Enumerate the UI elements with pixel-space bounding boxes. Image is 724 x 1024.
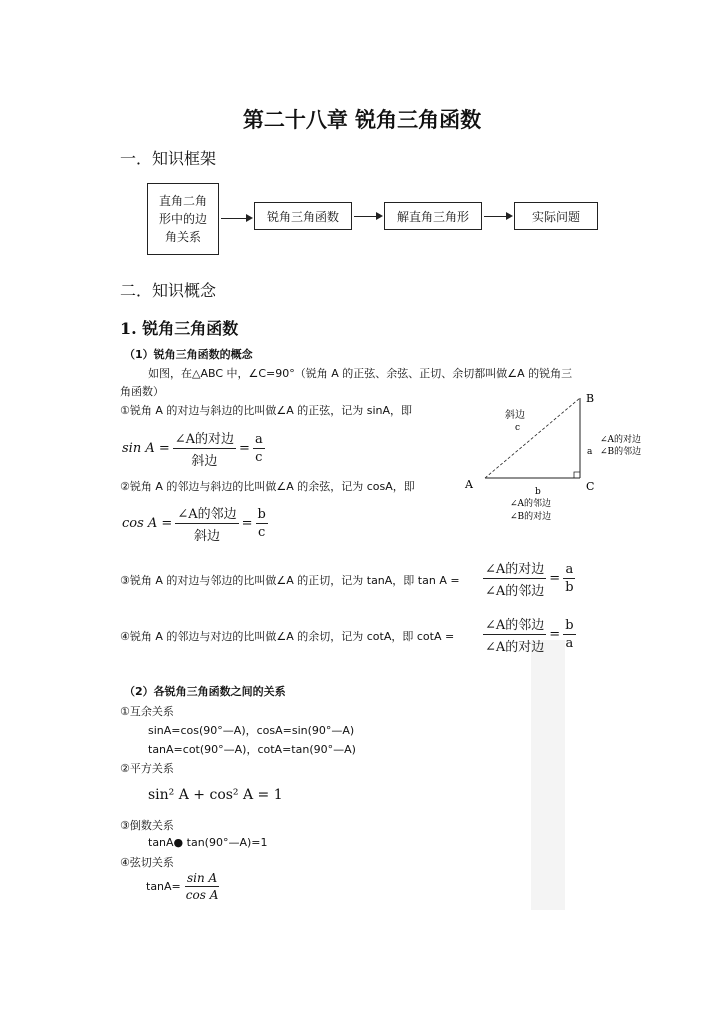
arrow-1 [221,218,251,219]
concept-intro-line-1: 如图，在△ABC 中，∠C=90°（锐角 A 的正弦、余弦、正切、余切都叫做∠A 的锐角三 [148,367,573,380]
relation-1-label: ①互余关系 [120,705,174,718]
cot-result-den: a [565,636,574,651]
arrow-2 [354,216,381,217]
sin-formula [122,428,268,469]
box-main-line-1: 直角二角 [158,194,207,208]
tan-result-den: b [565,580,574,595]
section-heading-concepts: 二．知识概念 [120,281,217,300]
right-triangle-figure [455,388,660,528]
relation-4-num: sin A [186,871,218,885]
arrow-3 [484,216,511,217]
cot-denominator: ∠A的对边 [485,640,545,655]
cos-result-den: c [258,525,266,540]
hypotenuse-label: 斜边 [505,410,525,421]
relation-3-formula: tanA● tan(90°—A)=1 [148,836,268,849]
cos-result-num: b [257,507,266,522]
box-main-line-3: 角关系 [164,230,201,244]
cos-numerator: ∠A的邻边 [175,503,238,524]
cot-formula [480,614,579,655]
relation-3-label: ③倒数关系 [120,819,174,832]
box-solve-right-triangle: 解直角三角形 [384,202,482,230]
vertex-C: C [586,480,595,493]
cot-definition: ④锐角 A 的邻边与对边的比叫做∠A 的余切，记为 cotA，即 cotA = [120,630,455,643]
relation-2-label: ②平方关系 [120,762,174,775]
tan-numerator: ∠A的对边 [483,558,546,579]
sin-definition: ①锐角 A 的对边与斜边的比叫做∠A 的正弦，记为 sinA，即 [120,404,413,417]
concept-heading: （1）锐角三角函数的概念 [124,348,253,361]
relation-1-line-b: tanA=cot(90°—A)，cotA=tan(90°—A) [148,743,356,756]
cos-lhs: cos A = [122,516,173,531]
concept-intro-line-2: 角函数） [120,385,164,398]
sin-result-den: c [255,450,263,465]
right-note-1: ∠A的对边 [600,435,642,445]
sin-numerator: ∠A的对边 [173,428,236,449]
cos-definition: ②锐角 A 的邻边与斜边的比叫做∠A 的余弦，记为 cosA，即 [120,480,415,493]
sin-equals: = [239,441,250,456]
tan-result-num: a [565,562,574,577]
relation-4-lhs: tanA= [146,880,181,893]
vertex-A: A [465,478,473,491]
side-b-label: b [535,487,541,497]
vertex-B: B [586,392,595,405]
cot-result-num: b [565,618,574,633]
relation-2-formula: sin² A + cos² A = 1 [148,787,283,803]
relation-4-formula [146,871,223,902]
scan-shade [531,640,565,910]
bottom-note-2: ∠B的对边 [510,512,552,522]
right-note-2: ∠B的邻边 [600,447,642,457]
relation-1-line-a: sinA=cos(90°—A)，cosA=sin(90°—A) [148,724,355,737]
hypotenuse [485,398,580,478]
sin-result-num: a [254,432,263,447]
tan-denominator: ∠A的邻边 [485,584,545,599]
relation-4-den: cos A [185,888,219,902]
cot-equals: = [549,627,561,642]
cot-numerator: ∠A的邻边 [483,614,546,635]
tan-formula [480,558,579,599]
section-heading-framework: 一．知识框架 [120,149,217,168]
relations-heading: （2）各锐角三角函数之间的关系 [124,685,286,698]
box-main-line-2: 形中的边 [158,212,207,226]
box-right-triangle-relations [147,183,219,255]
page-title: 第二十八章 锐角三角函数 [242,107,482,132]
cos-formula [122,503,271,544]
subsection-heading-acute-trig: 1. 锐角三角函数 [120,319,239,338]
relation-4-label: ④弦切关系 [120,856,174,869]
cos-equals: = [241,516,253,531]
sin-denominator: 斜边 [191,454,218,469]
tan-definition: ③锐角 A 的对边与邻边的比叫做∠A 的正切，记为 tanA，即 tan A = [120,574,460,587]
box-acute-trig-functions: 锐角三角函数 [254,202,352,230]
bottom-note-1: ∠A的邻边 [510,499,552,509]
side-a-label: a [587,447,593,457]
cos-denominator: 斜边 [193,529,220,544]
tan-equals: = [549,571,561,586]
hypotenuse-c: c [515,423,521,433]
right-angle-mark [574,472,580,478]
sin-lhs: sin A = [122,441,170,456]
box-practical-problems: 实际问题 [514,202,598,230]
